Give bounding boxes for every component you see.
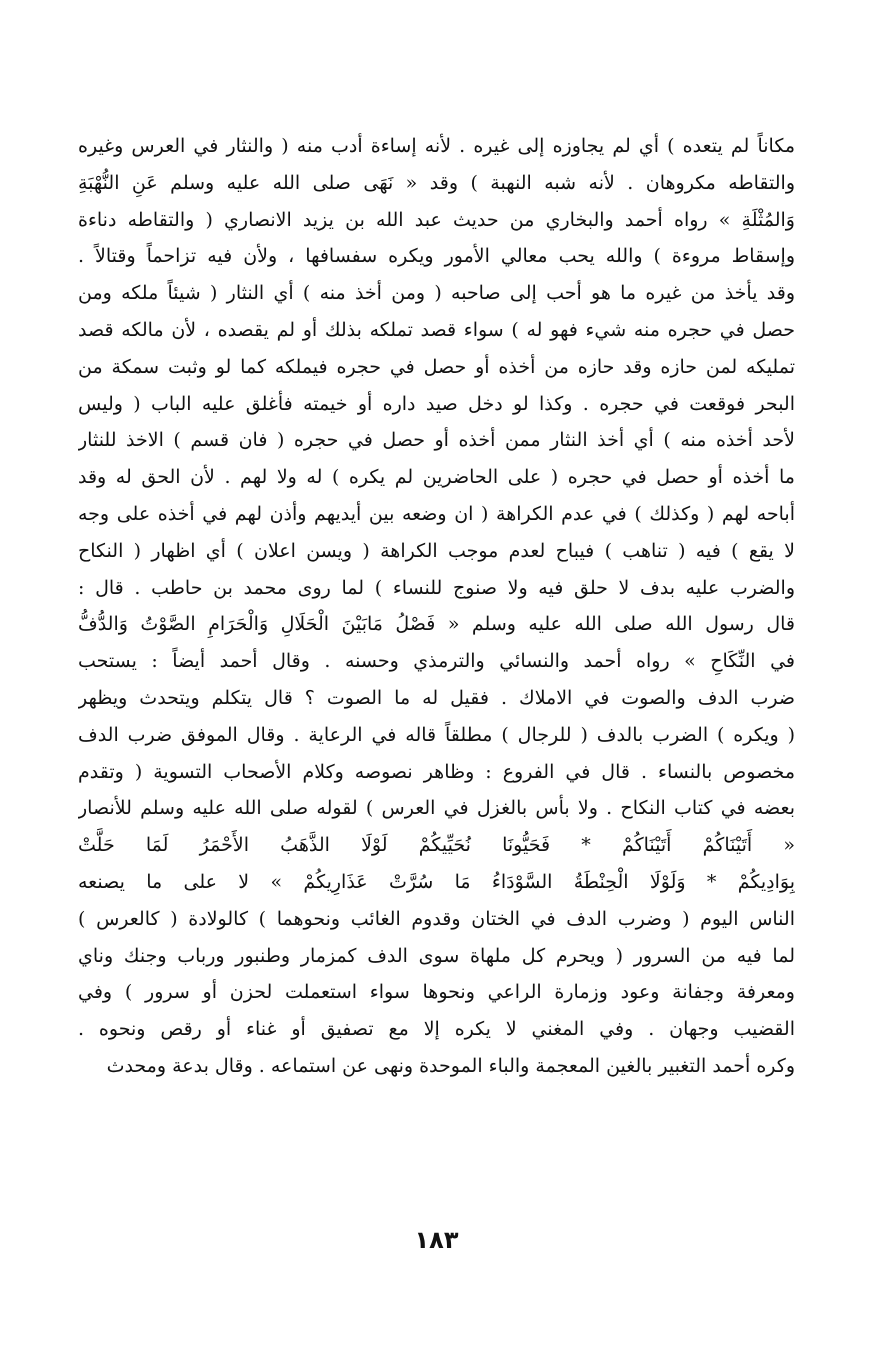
text-line: الناس اليوم ( وضرب الدف في الختان وقدوم الغائب ونحوهما ) كالولادة ( كالعرس ) [78,907,795,930]
text-line: في النِّكَاحِ » رواه أحمد والنسائي والترمذي وحسنه . وقال أحمد أيضاً : يستحب [78,650,795,673]
text-line: بعضه في كتاب النكاح . ولا بأس بالغزل في العرس ) لقوله صلى الله عليه وسلم للأنصار [78,797,795,820]
text-line: وَالمُثْلَةِ » رواه أحمد والبخاري من حديث عبد الله بن يزيد الانصاري ( والتقاطه دناءة [78,208,795,231]
text-line: ومعرفة وجفانة وعود وزمارة الراعي ونحوها سواء استعملت لحزن أو سرور ) وفي [78,981,795,1004]
text-line: وقد يأخذ من غيره ما هو أحب إلى صاحبه ( ومن أخذ منه ) أي النثار ( شيئاً ملكه ومن [78,282,795,305]
text-line: مخصوص بالنساء . قال في الفروع : وظاهر نصوصه وكلام الأصحاب التسوية ( وتقدم [78,760,795,783]
text-line: وكره أحمد التغبير بالغين المعجمة والباء الموحدة ونهى عن استماعه . وقال بدعة ومحدث [106,1054,795,1077]
text-line: أباحه لهم ( وكذلك ) في عدم الكراهة ( ان وضعه بين أيديهم وأذن لهم في أخذه على وجه [78,502,795,525]
text-line: وإسقاط مروءة ) والله يحب معالي الأمور ويكره سفسافها ، ولأن فيه تزاحماً وقتالاً . [78,245,795,268]
text-line: لما فيه من السرور ( ويحرم كل ملهاة سوى الدف كمزمار وطنبور ورباب وجنك وناي [78,944,795,967]
text-line: ما أخذه أو حصل في حجره ( على الحاضرين لم يكره ) له ولا لهم . لأن الحق له وقد [78,466,795,489]
text-line: « أَتَيْنَاكُمْ أَتَيْنَاكُمْ * فَحَيُّونَا نُحَيِّيكُمْ لَوْلَا الذَّهَبُ الأَحْمَرُ لَمَا حَلَّتْ [78,834,795,857]
text-line: ( ويكره ) الضرب بالدف ( للرجال ) مطلقاً قاله في الرعاية . وقال الموفق ضرب الدف [78,723,795,746]
text-line: قال رسول الله صلى الله عليه وسلم « فَصْلُ مَابَيْنَ الْحَلَالِ وَالْحَرَامِ الصَّوْتُ وَالدُّفُّ [78,613,795,636]
text-line: تمليكه لمن حازه وقد حازه من أخذه أو حصل في حجره فيملكه كما لو وثبت سمكة من [78,355,795,378]
text-line: ضرب الدف والصوت في الاملاك . فقيل له ما الصوت ؟ قال يتكلم ويتحدث ويظهر [78,686,795,709]
text-line: لأحد أخذه منه ) أي أخذ النثار ممن أخذه أو حصل في حجره ( فان قسم ) الاخذ للنثار [78,429,795,452]
text-line: والضرب عليه بدف لا حلق فيه ولا صنوج للنساء ) لما روى محمد بن حاطب . قال : [78,576,795,599]
text-line: القضيب وجهان . وفي المغني لا يكره إلا مع تصفيق أو غناء أو رقص ونحوه . [78,1018,795,1041]
text-line: حصل في حجره منه شيء فهو له ) سواء قصد تملكه بذلك أو لم يقصده ، لأن مالكه قصد [78,318,795,341]
text-line: مكاناً لم يتعده ) أي لم يجاوزه إلى غيره . لأنه إساءة أدب منه ( والنثار في العرس وغيره [78,135,795,157]
body-text [78,128,795,1085]
text-line: البحر فوقعت في حجره . وكذا لو دخل صيد داره أو خيمته فأغلق عليه الباب ( وليس [78,392,795,415]
text-line: والتقاطه مكروهان . لأنه شبه النهبة ) وقد « نَهَى صلى الله عليه وسلم عَنِ النُّهْبَةِ [78,171,795,194]
page-number: ١٨٣ [414,1226,459,1254]
text-line: لا يقع ) فيه ( تناهب ) فيباح لعدم موجب الكراهة ( ويسن اعلان ) أي اظهار ( النكاح [78,539,795,562]
text-line: بِوَادِيكُمْ * وَلَوْلَا الْحِنْطَةُ السَّوْدَاءُ مَا سُرَّتْ عَذَارِيكُمْ » لا على ما يصنعه [78,870,795,893]
